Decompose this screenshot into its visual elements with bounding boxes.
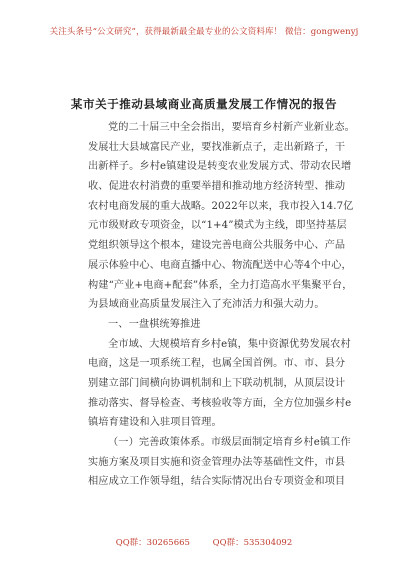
paragraph-line: 构建“产业+电商+配套”体系，全力打造高水平集聚平台， bbox=[88, 279, 353, 291]
paragraph-line: 相应成立工作领导组，结合实际情况出台专项资金和项目 bbox=[88, 476, 346, 488]
section-heading: 一、一盘棋统筹推进 bbox=[108, 318, 201, 330]
footer-qq-groups bbox=[0, 536, 408, 548]
paragraph-line: 农村电商发展的重大战略。2022年以来，我市投入14.7亿 bbox=[88, 200, 354, 212]
paragraph-line: 推动落实、督导检查、考核验收等方面，全方位加强乡村e bbox=[88, 397, 352, 409]
qq-group-1: QQ群：30265665 bbox=[115, 538, 190, 548]
paragraph-line: 实施方案及项目实施和资金管理办法等基础性文件，市县 bbox=[88, 456, 346, 468]
subsection-line: （一）完善政策体系。市级层面制定培育乡村e镇工作 bbox=[108, 437, 351, 448]
paragraph-line: 元市级财政专项资金，以“1+4”模式为主线，即坚持基层 bbox=[88, 220, 347, 232]
paragraph-line: 别建立部门间横向协调机制和上下联动机制，从顶层设计 bbox=[88, 377, 346, 389]
paragraph-line: 全市域、大规模培育乡村e镇，集中资源优势发展农村 bbox=[108, 338, 351, 350]
paragraph-line: 发展壮大县域富民产业，要找准新点子，走出新路子，干 bbox=[88, 141, 346, 153]
paragraph-line: 党组织领导这个根本，建设完善电商公共服务中心、产品 bbox=[88, 240, 346, 252]
paragraph-line: 镇培育建设和入驻项目管理。 bbox=[88, 417, 222, 429]
qq-group-2: QQ群：535304092 bbox=[212, 538, 293, 548]
paragraph-line: 展示体验中心、电商直播中心、物流配送中心等4个中心， bbox=[88, 259, 352, 271]
paragraph-line: 出新样子。乡村e镇建设是转变农业发展方式、带动农民增 bbox=[88, 161, 352, 173]
document-title: 某市关于推动县域商业高质量发展工作情况的报告 bbox=[70, 97, 338, 111]
paragraph-line: 收、促进农村消费的重要举措和推动地方经济转型、推动 bbox=[88, 181, 346, 193]
paragraph-line: 党的二十届三中全会指出，要培育乡村新产业新业态。 bbox=[108, 122, 355, 133]
header-banner: 关注头条号“公文研究”，获得最新最全最专业的公文资料库！ 微信：gongwenyj bbox=[49, 27, 359, 37]
paragraph-line: 为县域商业高质量发展注入了充沛活力和强大动力。 bbox=[88, 299, 325, 311]
document-body bbox=[88, 118, 355, 492]
paragraph-line: 电商，这是一项系统工程，也属全国首例。市、市、县分 bbox=[88, 358, 346, 370]
